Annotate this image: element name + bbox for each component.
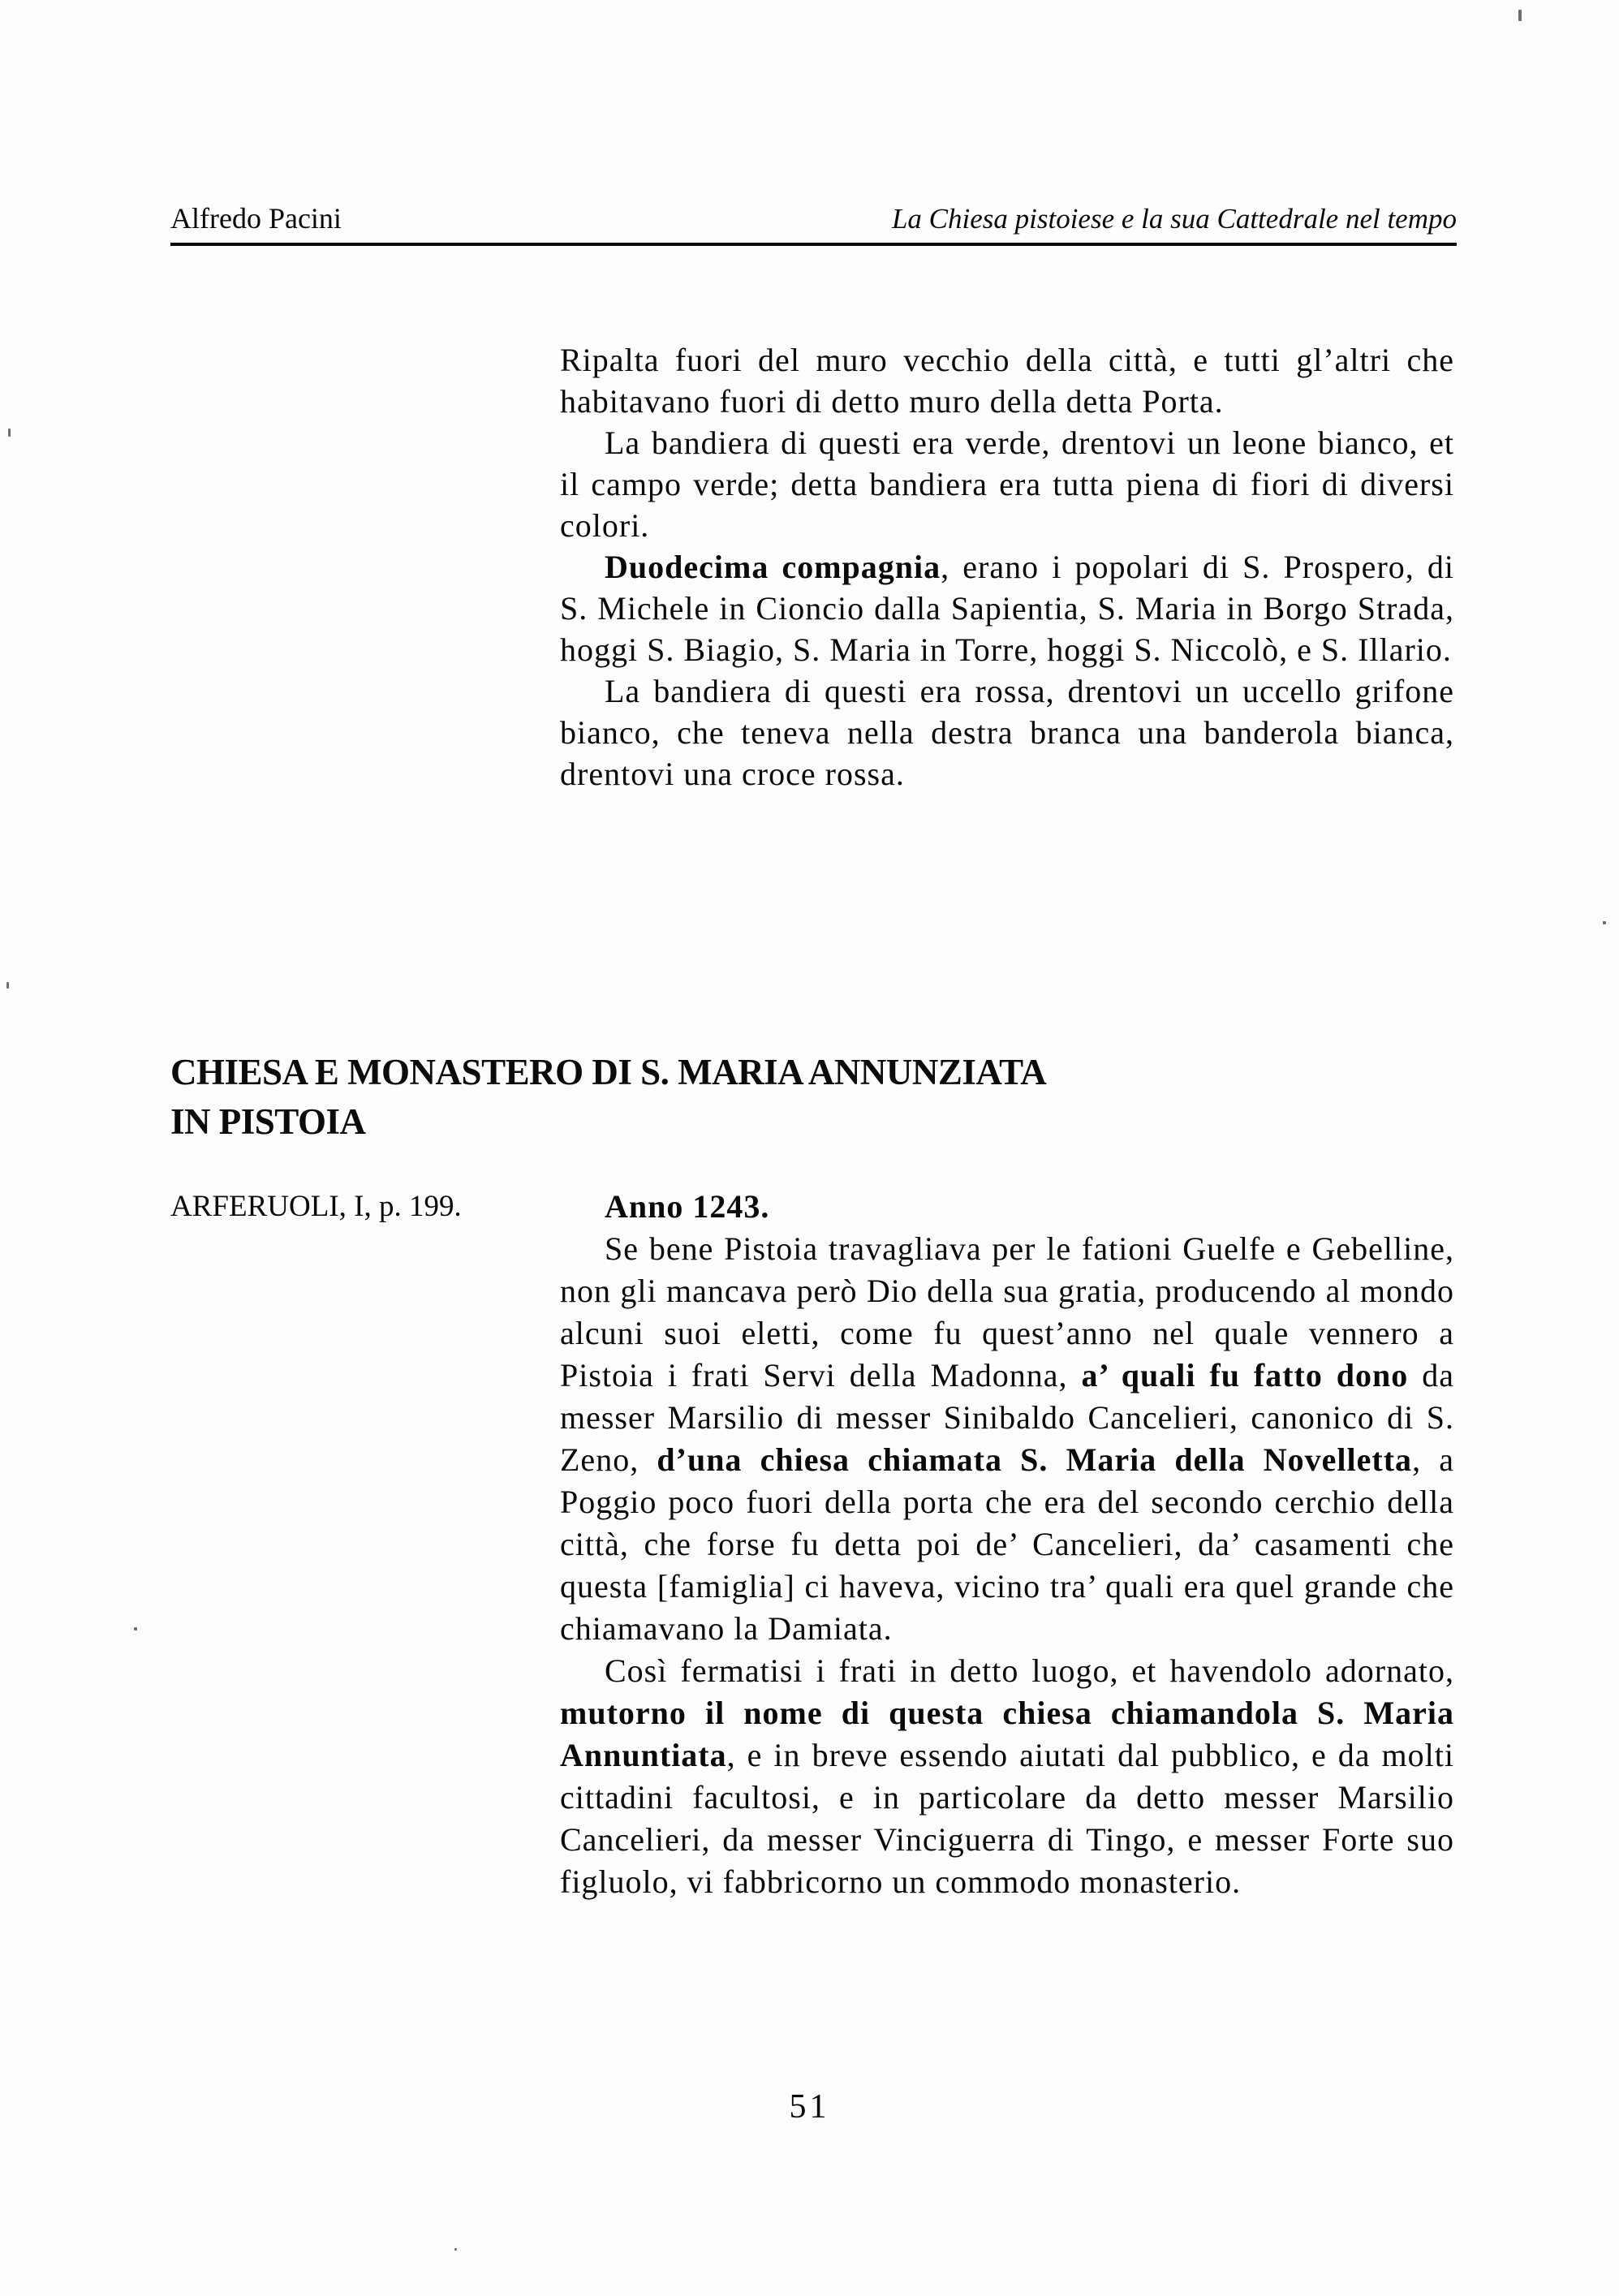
running-header-author: Alfredo Pacini: [170, 202, 342, 235]
paragraph: [560, 422, 1454, 546]
bold-text-run: mutorno il nome di questa chiesa chiamandola S. Maria Annuntiata: [560, 1695, 1454, 1773]
text-run: Ripalta fuori del muro vecchio della città, e tutti gl’altri che habitavano fuori di detto muro della detta Porta.: [560, 342, 1454, 420]
scan-speck: [454, 2248, 457, 2251]
paragraph: [560, 1228, 1454, 1650]
text-run: da messer Marsilio di messer Sinibaldo Cancelieri, canonico di S. Zeno,: [560, 1357, 1454, 1478]
text-run: La bandiera di questi era rossa, drentovi un uccello grifone bianco, che teneva nella destra branca una banderola bianca, drentovi una croce rossa.: [560, 673, 1454, 792]
page-number: 51: [789, 2088, 830, 2126]
scan-speck: [134, 1627, 137, 1630]
section-heading-line1: CHIESA E MONASTERO DI S. MARIA ANNUNZIATA: [170, 1052, 1047, 1092]
scan-speck: [1518, 10, 1522, 21]
paragraph: [560, 670, 1454, 795]
text-run: , a Poggio poco fuori della porta che era del secondo cerchio della città, che forse fu detta poi de’ Cancelieri, da’ casamenti che questa [famiglia] ci haveva, vicino tra’ quali era quel grande che chiamavano la Damiata.: [560, 1441, 1454, 1647]
margin-citation: ARFERUOLI, I, p. 199.: [170, 1190, 462, 1223]
running-header: [170, 201, 1457, 236]
text-run: , erano i popolari di S. Prospero, di S. Michele in Cioncio dalla Sapientia, S. Maria in Borgo Strada, hoggi S. Biagio, S. Maria in Torre, hoggi S. Niccolò, e S. Illario.: [560, 549, 1455, 668]
running-header-book-title: La Chiesa pistoiese e la sua Cattedrale nel tempo: [891, 203, 1457, 235]
text-run: La bandiera di questi era verde, drentovi un leone bianco, et il campo verde; detta bandiera era tutta piena di fiori di diversi colori.: [560, 424, 1454, 544]
section-heading: [170, 1048, 1046, 1147]
section-heading-line2: IN PISTOIA: [170, 1101, 366, 1142]
text-run: , e in breve essendo aiutati dal pubblico, e da molti cittadini facultosi, e in particolare da detto messer Marsilio Cancelieri, da messer Vinciguerra di Tingo, e messer Forte suo figluolo, vi fabbricorno un commodo monasterio.: [560, 1737, 1454, 1900]
bold-text-run: Anno 1243.: [605, 1188, 770, 1225]
text-run: Così fermatisi i frati in detto luogo, et havendolo adornato,: [605, 1652, 1454, 1689]
paragraph: [560, 339, 1454, 422]
bold-text-run: Duodecima compagnia: [605, 549, 941, 585]
bold-text-run: d’una chiesa chiamata S. Maria della Novelletta: [657, 1441, 1413, 1478]
scan-speck: [6, 982, 9, 989]
paragraph: [560, 1650, 1454, 1903]
scan-speck: [8, 429, 11, 437]
paragraph: [560, 1186, 1454, 1228]
header-rule: [170, 243, 1457, 246]
bold-text-run: a’ quali fu fatto dono: [1081, 1357, 1409, 1394]
continuation-text-block: [560, 339, 1454, 795]
paragraph: [560, 546, 1454, 670]
text-run: Se bene Pistoia travagliava per le fationi Guelfe e Gebelline, non gli mancava però Dio della sua gratia, producendo al mondo alcuni suoi eletti, come fu quest’anno nel quale vennero a Pistoia i frati Servi della Madonna,: [560, 1230, 1454, 1394]
scan-speck: [1603, 921, 1606, 924]
main-text-block: [560, 1186, 1454, 1903]
